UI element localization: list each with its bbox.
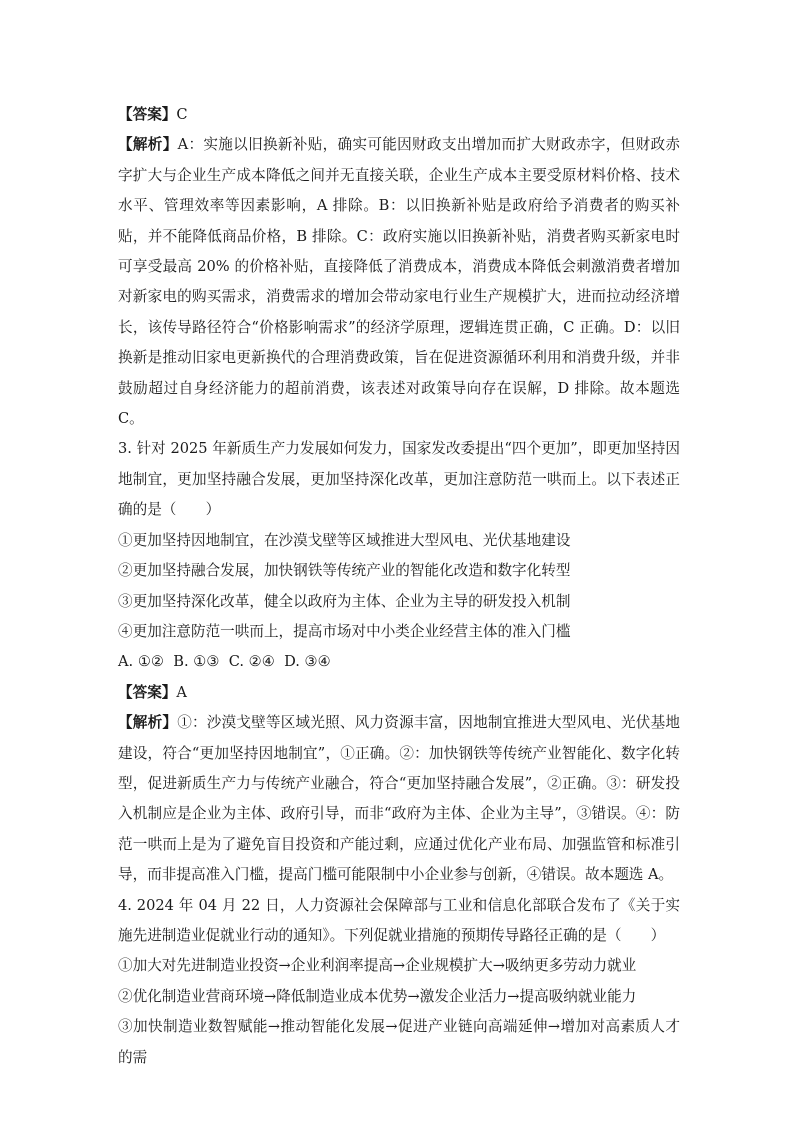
answer-value: C [176,106,188,123]
question-option: ②更加坚持融合发展，加快钢铁等传统产业的智能化改造和数字化转型 [118,562,571,580]
page-content [118,100,680,1073]
question-option: ①更加坚持因地制宜，在沙漠戈壁等区域推进大型风电、光伏基地建设 [118,531,571,549]
analysis-text: A：实施以旧换新补贴，确实可能因财政支出增加而扩大财政赤字，但财政赤字扩大与企业生产成本降低之间并无直接关联，企业生产成本主要受原材料价格、技术水平、管理效率等因素影响，A 排除。B：以旧换新补贴是政府给予消费者的购买补贴，并不能降低商品价格，B 排除。C：政府实施以旧换新补贴，消费者购买新家电时可享受最高 20% 的价格补贴，直接降低了消费成本，消费成本降低会刺激消费者增加对新家电的购买需求，消费需求的增加会带动家电行业生产规模扩大，进而拉动经济增长，该传导路径符合“价格影响需求”的经济学原理，逻辑连贯正确，C 正确。D：以旧换新是推动旧家电更新换代的合理消费政策，旨在促进资源循环利用和消费升级，并非鼓励超过自身经济能力的超前消费，该表述对政策导向存在误解，D 排除。故本题选 C。 [118,136,680,428]
question-stem: 4. 2024 年 04 月 22 日，人力资源社会保障部与工业和信息化部联合发布了《关于实施先进制造业促就业行动的通知》。下列促就业措施的预期传导路径正确的是（ ） [118,896,680,944]
question-option: ③加快制造业数智赋能→推动智能化发展→促进产业链向高端延伸→增加对高素质人才的需 [118,1018,680,1066]
answer-line [118,100,680,130]
question-option: ④更加注意防范一哄而上，提高市场对中小类企业经营主体的准入门槛 [118,622,571,640]
question-choices: A. ①② B. ①③ C. ②④ D. ③④ [118,653,331,671]
question-option: ③更加坚持深化改革，健全以政府为主体、企业为主导的研发投入机制 [118,592,571,610]
answer-value: A [176,683,187,701]
answer-label: 【答案】 [118,106,177,123]
answer-label: 【答案】 [118,683,177,701]
analysis-paragraph [118,708,680,890]
analysis-paragraph [118,130,680,434]
question-stem: 3. 针对 2025 年新质生产力发展如何发力，国家发改委提出“四个更加”，即更加坚持因地制宜，更加坚持融合发展，更加坚持深化改革，更加注意防范一哄而上。以下表述正确的是（ ） [118,440,680,519]
question-option: ②优化制造业营商环境→降低制造业成本优势→激发企业活力→提高吸纳就业能力 [118,987,637,1005]
analysis-text: ①：沙漠戈壁等区域光照、风力资源丰富，因地制宜推进大型风电、光伏基地建设，符合“更加坚持因地制宜”，①正确。②：加快钢铁等传统产业智能化、数字化转型，促进新质生产力与传统产业融合，符合“更加坚持融合发展”，②正确。③：研发投入机制应是企业为主体、政府引导，而非“政府为主体、企业为主导”，③错误。④：防范一哄而上是为了避免盲目投资和产能过剩，应通过优化产业布局、加强监管和标准引导，而非提高准入门槛，提高门槛可能限制中小企业参与创新，④错误。故本题选 A。 [118,714,680,884]
question-option: ①加大对先进制造业投资→企业利润率提高→企业规模扩大→吸纳更多劳动力就业 [118,957,637,975]
answer-line [118,678,680,708]
analysis-label: 【解析】 [118,136,178,154]
analysis-label: 【解析】 [118,714,178,732]
